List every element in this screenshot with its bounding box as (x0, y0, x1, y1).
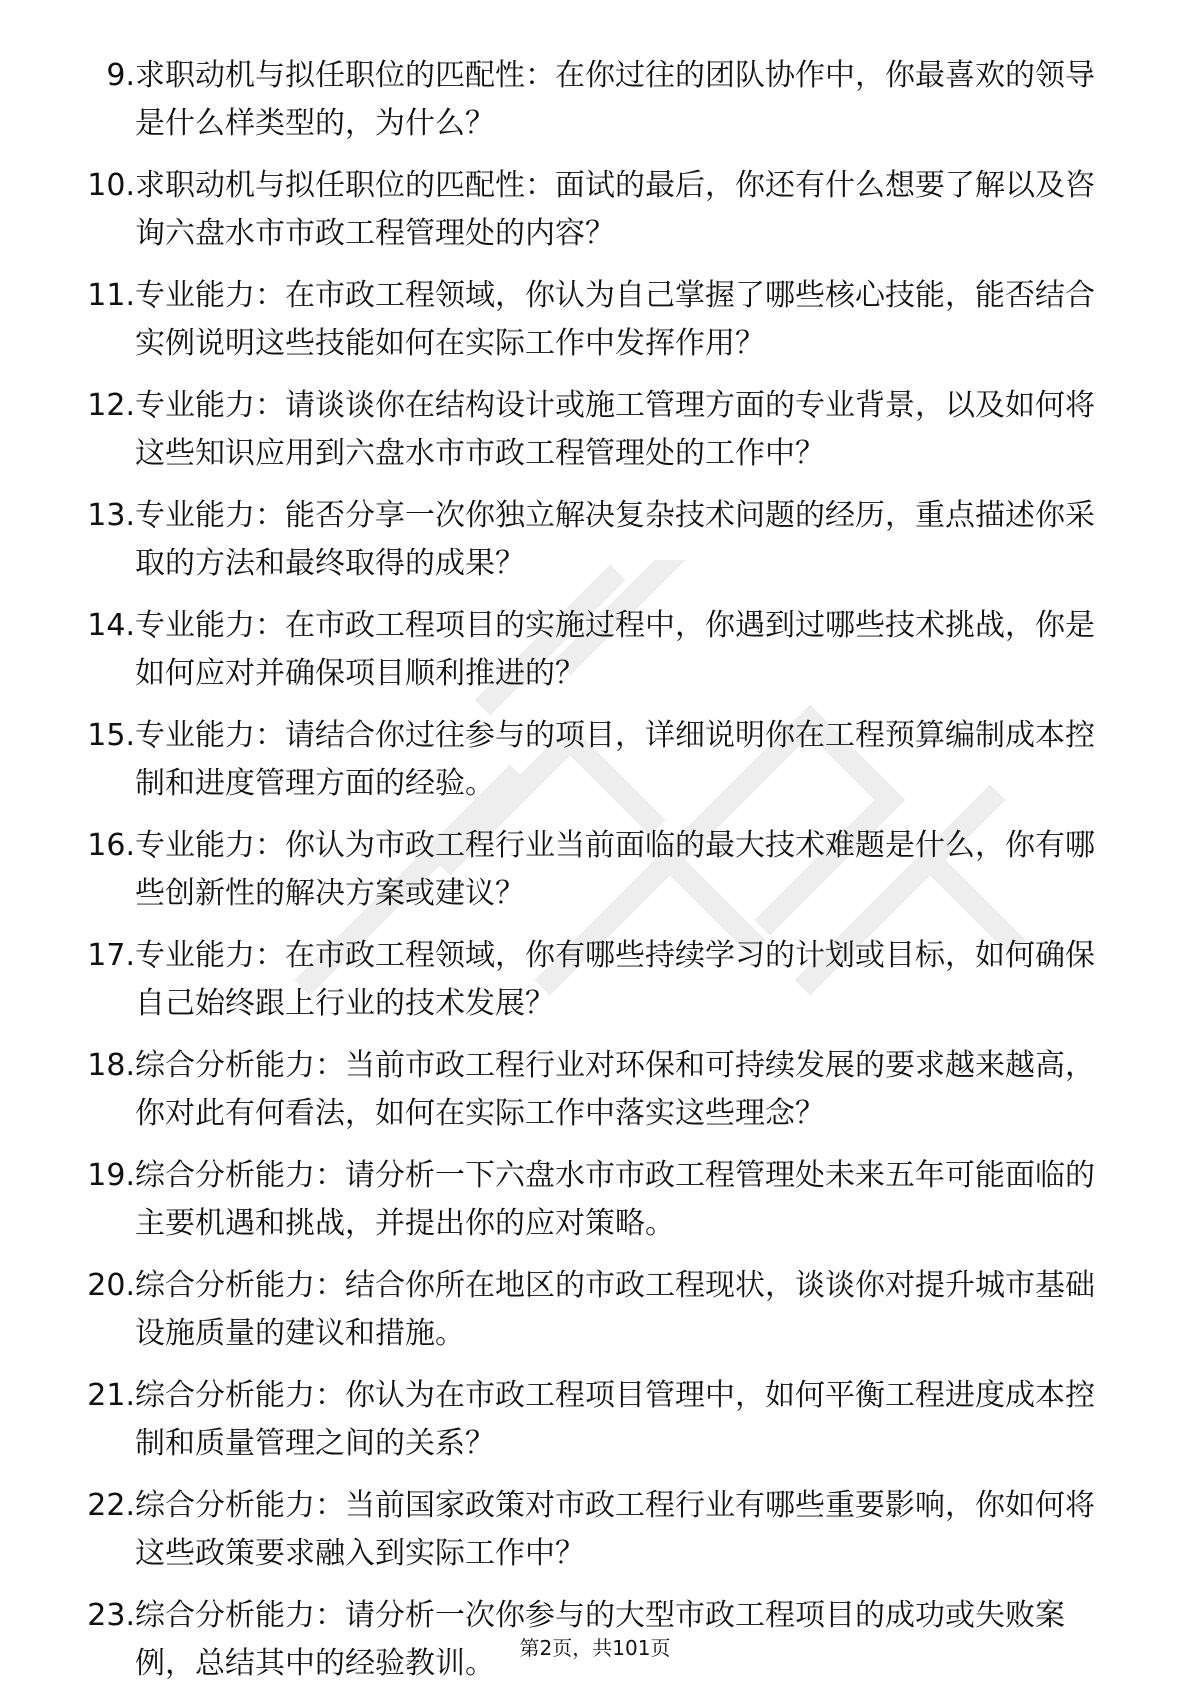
question-text: 专业能力：你认为市政工程行业当前面临的最大技术难题是什么，你有哪些创新性的解决方案或建议？ (135, 828, 1095, 911)
list-item (0, 1482, 1190, 1582)
question-text: 专业能力：能否分享一次你独立解决复杂技术问题的经历，重点描述你采取的方法和最终取得的成果？ (135, 498, 1095, 581)
question-text: 专业能力：请谈谈你在结构设计或施工管理方面的专业背景，以及如何将这些知识应用到六盘水市市政工程管理处的工作中？ (135, 388, 1095, 471)
list-item (0, 712, 1190, 812)
question-text: 专业能力：在市政工程项目的实施过程中，你遇到过哪些技术挑战，你是如何应对并确保项目顺利推进的？ (135, 608, 1095, 691)
list-item (0, 1262, 1190, 1362)
question-number: 13. (87, 498, 135, 533)
list-item (0, 932, 1190, 1032)
list-item (0, 1152, 1190, 1252)
question-text: 综合分析能力：当前市政工程行业对环保和可持续发展的要求越来越高，你对此有何看法，如何在实际工作中落实这些理念？ (135, 1048, 1095, 1131)
list-item (0, 1372, 1190, 1472)
question-list (0, 52, 1190, 1702)
list-item (0, 52, 1190, 152)
question-text: 综合分析能力：当前国家政策对市政工程行业有哪些重要影响，你如何将这些政策要求融入到实际工作中？ (135, 1488, 1095, 1571)
question-number: 9. (106, 58, 135, 93)
question-number: 10. (87, 168, 135, 203)
question-number: 18. (87, 1048, 135, 1083)
question-number: 14. (87, 608, 135, 643)
question-number: 17. (87, 938, 135, 973)
question-text: 求职动机与拟任职位的匹配性：在你过往的团队协作中，你最喜欢的领导是什么样类型的，为什么？ (135, 58, 1095, 141)
question-text: 专业能力：在市政工程领域，你认为自己掌握了哪些核心技能，能否结合实例说明这些技能如何在实际工作中发挥作用？ (135, 278, 1095, 361)
list-item (0, 162, 1190, 262)
list-item (0, 382, 1190, 482)
question-number: 20. (87, 1268, 135, 1303)
list-item (0, 272, 1190, 372)
question-number: 23. (87, 1598, 135, 1633)
question-number: 12. (87, 388, 135, 423)
page-footer: 第2页，共101页 (519, 1636, 671, 1660)
list-item (0, 602, 1190, 702)
question-text: 综合分析能力：你认为在市政工程项目管理中，如何平衡工程进度成本控制和质量管理之间的关系？ (135, 1378, 1095, 1461)
question-text: 综合分析能力：请分析一次你参与的大型市政工程项目的成功或失败案例，总结其中的经验教训。 (135, 1598, 1065, 1681)
list-item (0, 492, 1190, 592)
question-number: 11. (87, 278, 135, 313)
question-number: 16. (87, 828, 135, 863)
question-text: 求职动机与拟任职位的匹配性：面试的最后，你还有什么想要了解以及咨询六盘水市市政工程管理处的内容？ (135, 168, 1095, 251)
question-number: 22. (87, 1488, 135, 1523)
list-item (0, 822, 1190, 922)
question-text: 综合分析能力：结合你所在地区的市政工程现状，谈谈你对提升城市基础设施质量的建议和措施。 (135, 1268, 1095, 1351)
question-number: 21. (87, 1378, 135, 1413)
question-text: 综合分析能力：请分析一下六盘水市市政工程管理处未来五年可能面临的主要机遇和挑战，并提出你的应对策略。 (135, 1158, 1095, 1241)
list-item (0, 1042, 1190, 1142)
question-text: 专业能力：请结合你过往参与的项目，详细说明你在工程预算编制成本控制和进度管理方面的经验。 (135, 718, 1095, 801)
question-text: 专业能力：在市政工程领域，你有哪些持续学习的计划或目标，如何确保自己始终跟上行业的技术发展？ (135, 938, 1095, 1021)
question-number: 15. (87, 718, 135, 753)
question-number: 19. (87, 1158, 135, 1193)
